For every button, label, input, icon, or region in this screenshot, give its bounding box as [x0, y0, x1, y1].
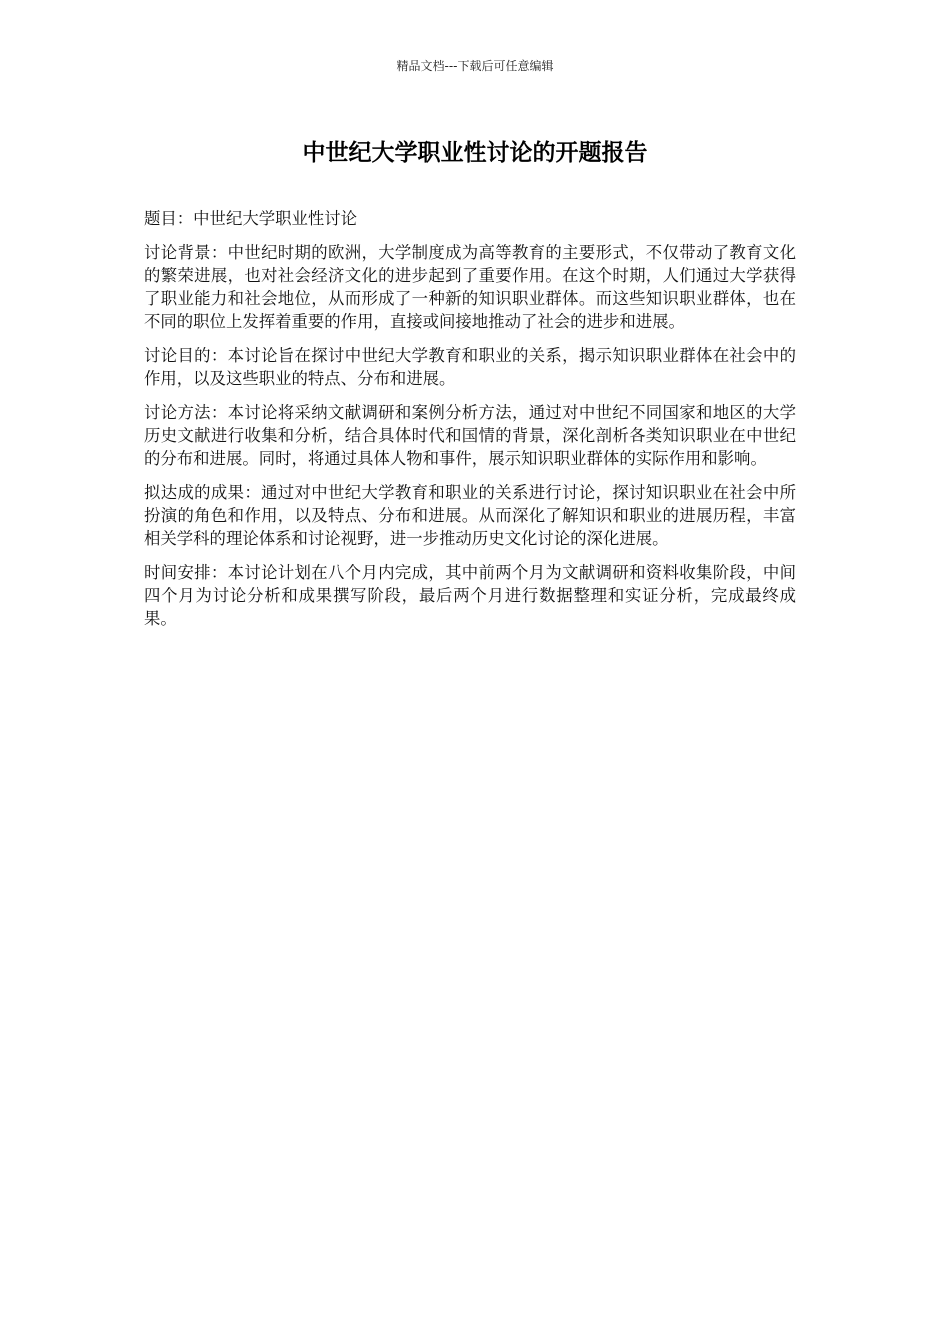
- paragraph-method: 讨论方法：本讨论将采纳文献调研和案例分析方法，通过对中世纪不同国家和地区的大学历史文献进行收集和分析，结合具体时代和国情的背景，深化剖析各类知识职业在中世纪的分布和进展。同时，将通过具体人物和事件，展示知识职业群体的实际作用和影响。: [144, 403, 796, 468]
- document-title: 中世纪大学职业性讨论的开题报告: [302, 140, 648, 166]
- paragraph-outcome: 拟达成的成果：通过对中世纪大学教育和职业的关系进行讨论，探讨知识职业在社会中所扮演的角色和作用，以及特点、分布和进展。从而深化了解知识和职业的进展历程，丰富相关学科的理论体系和讨论视野，进一步推动历史文化讨论的深化进展。: [144, 483, 796, 548]
- document-body: [144, 207, 796, 641]
- paragraph-schedule: 时间安排：本讨论计划在八个月内完成，其中前两个月为文献调研和资料收集阶段，中间四个月为讨论分析和成果撰写阶段，最后两个月进行数据整理和实证分析，完成最终成果。: [144, 563, 796, 628]
- paragraph-purpose: 讨论目的：本讨论旨在探讨中世纪大学教育和职业的关系，揭示知识职业群体在社会中的作用，以及这些职业的特点、分布和进展。: [144, 346, 796, 388]
- paragraph-background: 讨论背景：中世纪时期的欧洲，大学制度成为高等教育的主要形式，不仅带动了教育文化的繁荣进展，也对社会经济文化的进步起到了重要作用。在这个时期，人们通过大学获得了职业能力和社会地位，从而形成了一种新的知识职业群体。而这些知识职业群体，也在不同的职位上发挥着重要的作用，直接或间接地推动了社会的进步和进展。: [144, 243, 796, 331]
- header-note: 精品文档---下载后可任意编辑: [396, 59, 554, 73]
- paragraph-topic: 题目：中世纪大学职业性讨论: [144, 209, 358, 228]
